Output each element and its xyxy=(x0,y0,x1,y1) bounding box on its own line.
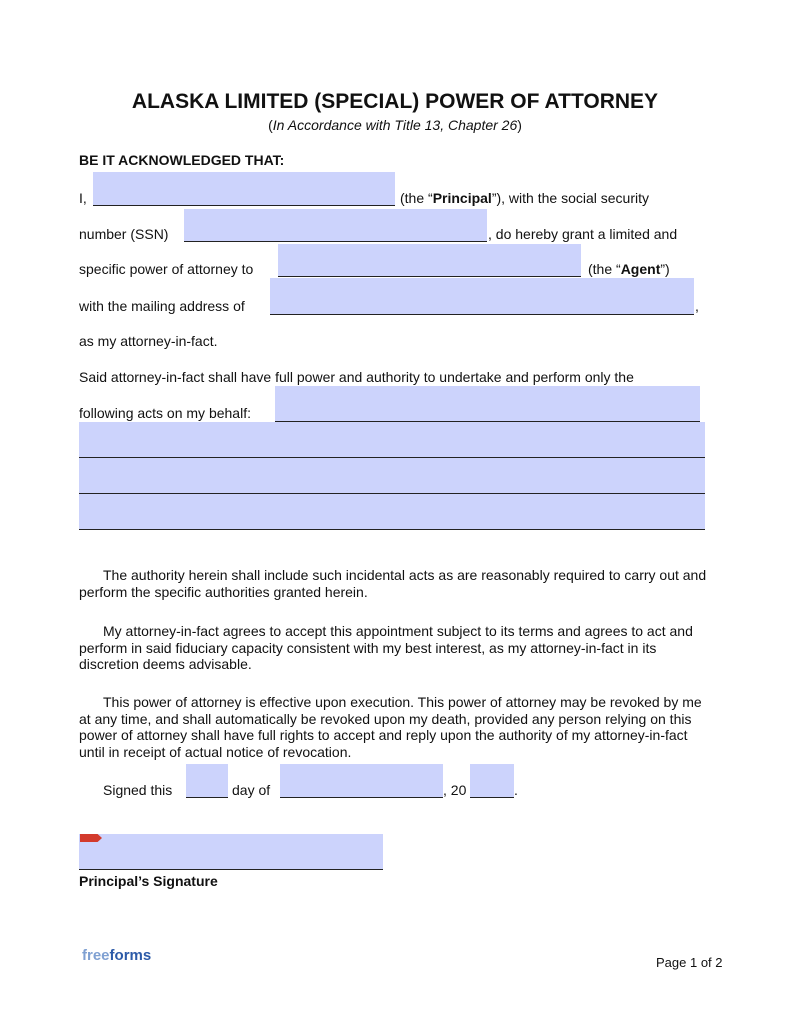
signed-month-field[interactable] xyxy=(280,764,443,798)
page-number: Page 1 of 2 xyxy=(656,955,723,970)
principal-name-underline xyxy=(93,205,395,206)
agent-name-underline xyxy=(278,276,581,277)
signed-year-prefix: , 20 xyxy=(443,782,467,798)
signed-year-field[interactable] xyxy=(470,764,514,798)
signed-year-underline xyxy=(470,797,514,798)
document-subtitle: (In Accordance with Title 13, Chapter 26) xyxy=(268,117,522,133)
signature-underline xyxy=(79,869,383,870)
paragraph-incidental-acts: The authority herein shall include such incidental acts as are reasonably required to carry out and perform the specific authorities granted herein. xyxy=(79,567,707,600)
line3-prefix: specific power of attorney to xyxy=(79,261,254,277)
line1-prefix: I, xyxy=(79,190,87,206)
acts-underline-4 xyxy=(79,529,705,530)
signed-year-suffix: . xyxy=(514,782,518,798)
signed-month-underline xyxy=(280,797,443,798)
line3-suffix: (the “Agent”) xyxy=(588,261,670,277)
acts-field-1[interactable] xyxy=(275,386,700,422)
agent-name-field[interactable] xyxy=(278,244,581,277)
authority-text: Said attorney-in-fact shall have full power and authority to undertake and perform only the xyxy=(79,369,634,385)
line4-suffix: , xyxy=(695,298,699,314)
freeforms-logo: freeforms xyxy=(82,947,152,964)
attorney-in-fact-text: as my attorney-in-fact. xyxy=(79,333,218,349)
line2-suffix: , do hereby grant a limited and xyxy=(488,226,678,242)
paragraph-revocation: This power of attorney is effective upon execution. This power of attorney may be revoked by me at any time, and shall automatically be revoked upon my death, provided any person relying on this power of attorney shall have full rights to accept and reply upon the authority of my attorney-in-fact until in receipt of actual notice of revocation. xyxy=(79,694,702,760)
mailing-address-field[interactable] xyxy=(270,278,694,315)
acknowledged-heading: BE IT ACKNOWLEDGED THAT: xyxy=(79,152,285,168)
acts-underline-2 xyxy=(79,457,705,458)
principal-signature-field[interactable] xyxy=(79,834,383,870)
signature-flag-icon xyxy=(80,834,102,842)
line2-prefix: number (SSN) xyxy=(79,226,169,242)
line4-prefix: with the mailing address of xyxy=(79,298,245,314)
ssn-underline xyxy=(184,241,487,242)
ssn-field[interactable] xyxy=(184,209,487,242)
paragraph-fiduciary: My attorney-in-fact agrees to accept this appointment subject to its terms and agrees to act and perform in said fiduciary capacity consistent with my best interest, as my attorney-in-fact in its discretion deems advisable. xyxy=(79,623,693,672)
mailing-address-underline xyxy=(270,314,694,315)
document-title: ALASKA LIMITED (SPECIAL) POWER OF ATTORNEY xyxy=(131,90,659,113)
signed-day-underline xyxy=(186,797,228,798)
signed-day-field[interactable] xyxy=(186,764,228,798)
line1-suffix: (the “Principal”), with the social security xyxy=(400,190,649,206)
signed-day-of: day of xyxy=(232,782,271,798)
signed-prefix: Signed this xyxy=(103,782,173,798)
principal-name-field[interactable] xyxy=(93,172,395,206)
acts-underline-3 xyxy=(79,493,705,494)
line7-prefix: following acts on my behalf: xyxy=(79,405,251,421)
signature-label: Principal’s Signature xyxy=(79,873,218,889)
acts-field-2[interactable] xyxy=(79,422,705,530)
